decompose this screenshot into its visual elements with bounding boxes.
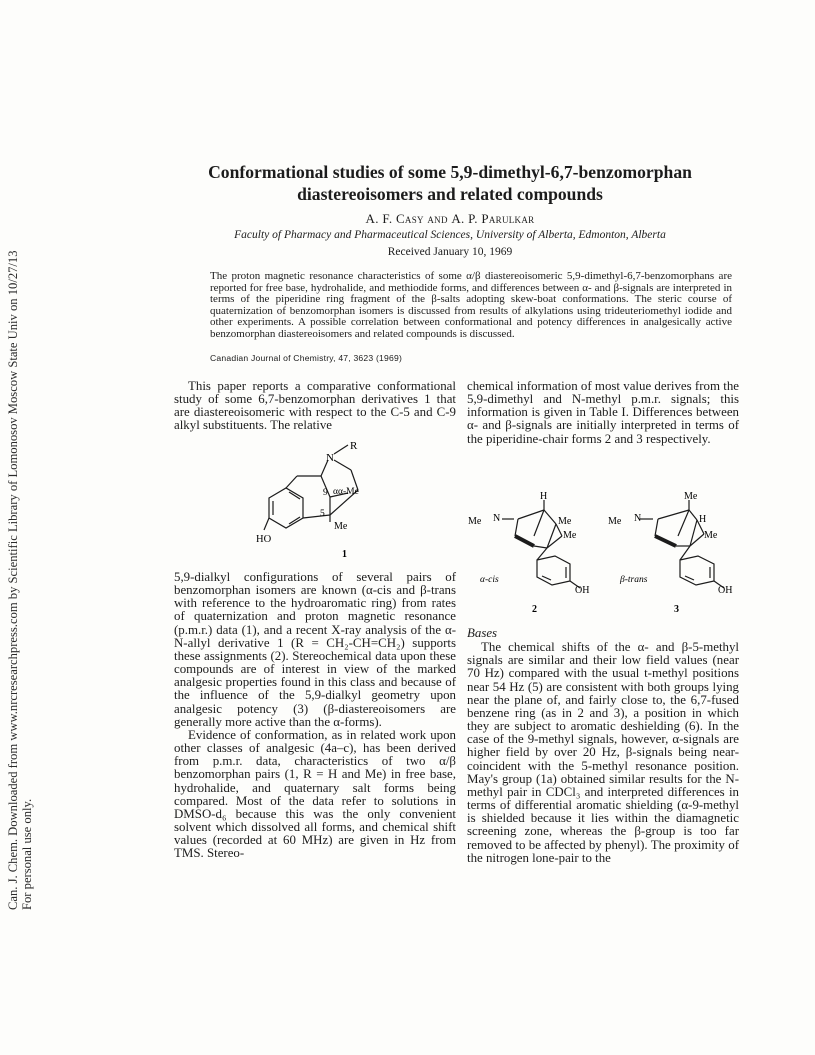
- paragraph: This paper reports a comparative conformational study of some 6,7-benzomorphan derivatives 1 that are diastereoisomeric with respect to the C-5 and C-9 alkyl substituents. The relative: [174, 379, 456, 433]
- struct1-me-label: Me: [334, 521, 348, 532]
- paragraph: Evidence of conformation, as in related work upon other classes of analgesic (4a–c), has been derived from p.m.r. data, characteristics of two α/β benzomorphan pairs (1, R = H and Me) in free base, hydrohalide, and quaternary salt forms being compared. Most of the data refer to solutions in DMSO-d₆ because this was the only convenient solvent which dissolved all forms, and chemical shift values (recorded at 60 MHz) are given in Hz from TMS. Stereo-: [174, 727, 456, 861]
- struct3-number: 3: [674, 604, 679, 614]
- title-line-1: Conformational studies of some 5,9-dimethyl-6,7-benzomorphan: [208, 162, 692, 182]
- column-1-bottom: [174, 571, 456, 860]
- affiliation: Faculty of Pharmacy and Pharmaceutical Sciences, University of Alberta, Edmonton, Alberta: [234, 229, 666, 241]
- struct2-me-n-label: Me: [468, 516, 482, 527]
- received-date: Received January 10, 1969: [387, 246, 513, 258]
- struct1-alpha-me-label: αα-Me: [333, 487, 359, 497]
- struct1-number: 1: [342, 549, 347, 560]
- struct3-me-n-label: Me: [608, 516, 622, 527]
- authors-and: and: [423, 211, 452, 226]
- author1-surname: Casy: [395, 211, 424, 226]
- structures-2-3-diagram: [462, 488, 744, 614]
- abstract: The proton magnetic resonance characteristics of some α/β diastereoisomeric 5,9-dimethyl-6,7-benzomorphans are reported for free base, hydrohalide, and methiodide forms, and differences between α- and β-signals are interpreted in terms of the piperidine ring fragment of the β-salts adopting skew-boat conformations. The steric course of quaternization of benzomorphan isomers is discussed from results of alkylations using trideuteriomethyl iodide and other experiments. A possible correlation between conformational and potency differences in analgesically active benzomorphan diastereoisomers and related compounds is discussed.: [210, 270, 732, 340]
- column-2-bottom: [467, 627, 739, 865]
- struct2-me-b-label: Me: [563, 530, 577, 541]
- struct1-n-label: N: [326, 452, 334, 464]
- journal-citation: Canadian Journal of Chemistry, 47, 3623 (1969): [210, 353, 403, 363]
- struct2-h-label: H: [540, 491, 548, 502]
- struct3-me-top-label: Me: [684, 491, 698, 502]
- column-2-top: [467, 380, 739, 446]
- title-line-2: diastereoisomers and related compounds: [297, 184, 603, 204]
- struct1-9-label: 9: [323, 488, 328, 498]
- struct3-n-label: N: [634, 513, 642, 524]
- watermark-line-1: Can. J. Chem. Downloaded from www.nrcresearchpress.com by Scientific Library of Lomonosov Moscow State Univ on 10/27/13: [6, 250, 20, 910]
- struct2-me-a-label: Me: [558, 516, 572, 527]
- watermark-line-2: For personal use only.: [20, 798, 34, 910]
- struct3-isomer-label: β-trans: [620, 575, 648, 585]
- paragraph: chemical information of most value derives from the 5,9-dimethyl and N-methyl p.m.r. signals; this information is given in Table I. Differences between α- and β-signals are initially interpreted in terms of the piperidine-chair forms 2 and 3 respectively.: [467, 379, 739, 446]
- struct2-isomer-label: α-cis: [480, 575, 499, 585]
- struct2-number: 2: [532, 604, 537, 614]
- author2-surname: Parulkar: [481, 211, 535, 226]
- author2-initials: A. P.: [451, 211, 482, 226]
- struct3-me-b-label: Me: [704, 530, 718, 541]
- struct1-r-label: R: [350, 440, 358, 452]
- section-heading-bases: Bases: [467, 626, 498, 640]
- paper-title: [160, 161, 740, 205]
- struct1-5-label: 5: [320, 509, 325, 519]
- download-watermark: [6, 150, 34, 910]
- structure-1-diagram: [250, 440, 385, 565]
- paragraph: The chemical shifts of the α- and β-5-methyl signals are similar and their low field values (near 70 Hz) compared with the usual t-methyl positions near 54 Hz (5) are consistent with both groups lying near the plane of, and fairly close to, the 6,7-fused benzene ring (as in 2 and 3), a position in which they are subject to aromatic deshielding (6). In the case of the 9-methyl signals, however, α-signals are higher field by over 20 Hz, β-signals being near-coincident with the 5-methyl resonance position. May's group (1a) obtained similar results for the N-methyl pair in CDCl₃ and interpreted differences in terms of differential aromatic shielding (α-9-methyl is shielded because it lies within the diamagnetic screening zone, whereas the β-group is too far removed to be affected by phenyl). The proximity of the nitrogen lone-pair to the: [467, 640, 739, 865]
- authors: [160, 211, 740, 227]
- struct3-oh-label: OH: [718, 585, 733, 596]
- column-1-top: [174, 380, 456, 433]
- struct3-h-label: H: [699, 514, 707, 525]
- struct2-oh-label: OH: [575, 585, 590, 596]
- struct2-n-label: N: [493, 513, 501, 524]
- author1-initials: A. F.: [365, 211, 396, 226]
- paragraph: 5,9-dialkyl configurations of several pairs of benzomorphan isomers are known (α-cis and β-trans with reference to the hydroaromatic ring) from rates of quaternization and proton magnetic resonance (p.m.r.) data (1), and a recent X-ray analysis of the α-N-allyl derivative 1 (R = CH₂-CH=CH₂) supports these assignments (2). Stereochemical data upon these compounds are of interest in view of the marked analgesic properties found in this class and because of the influence of the 5,9-dialkyl geometry upon analgesic potency (3) (β-diastereoisomers are generally more active than the α-forms).: [174, 570, 456, 729]
- struct1-ho-label: HO: [256, 534, 272, 545]
